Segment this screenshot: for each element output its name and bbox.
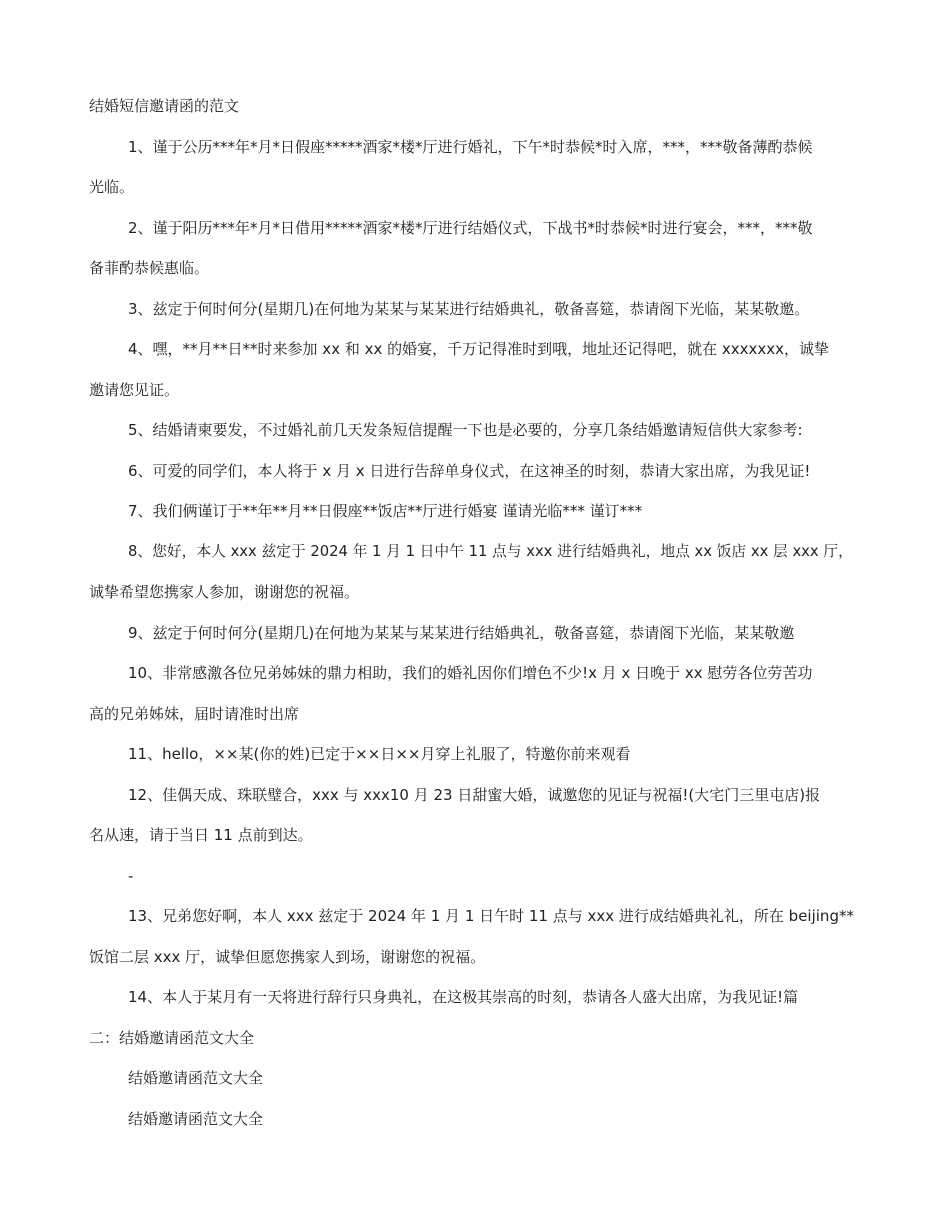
item-11: 11、hello，××某(你的姓)已定于××日××月穿上礼服了，特邀你前来观看	[128, 745, 631, 763]
item-2-line-2: 备菲酌恭候惠临。	[89, 259, 210, 277]
item-6: 6、可爱的同学们，本人将于 x 月 x 日进行告辞单身仪式，在这神圣的时刻，恭请大家出席，为我见证!	[128, 461, 811, 480]
item-1-line-2: 光临。	[89, 178, 135, 196]
item-8-line-1: 8、您好，本人 xxx 兹定于 2024 年 1 月 1 日中午 11 点与 xxx 进行结婚典礼，地点 xx 饭店 xx 层 xxx 厅，	[128, 542, 853, 560]
section-subheading: 结婚邀请函范文大全	[128, 1109, 264, 1128]
item-1-line-1: 1、谨于公历***年*月*日假座*****酒家*楼*厅进行婚礼，下午*时恭候*时入席，***，***敬备薄酌恭候	[128, 137, 813, 156]
item-9: 9、兹定于何时何分(星期几)在何地为某某与某某进行结婚典礼，敬备喜筵，恭请阁下光临，某某敬邀	[128, 623, 795, 642]
item-10-line-2: 高的兄弟姊妹，届时请准时出席	[89, 704, 300, 723]
item-3: 3、兹定于何时何分(星期几)在何地为某某与某某进行结婚典礼，敬备喜筵，恭请阁下光临，某某敬邀。	[128, 299, 810, 318]
item-12-line-1: 12、佳偶天成、珠联璧合，xxx 与 xxx10 月 23 日甜蜜大婚，诚邀您的见证与祝福!(大宅门三里屯店)报	[128, 785, 821, 804]
item-13-line-1: 13、兄弟您好啊，本人 xxx 兹定于 2024 年 1 月 1 日午时 11 点与 xxx 进行成结婚典礼礼，所在 beijing**	[128, 907, 854, 925]
item-12-line-2: 名从速，请于当日 11 点前到达。	[89, 826, 313, 844]
item-14-line-2: 二：结婚邀请函范文大全	[89, 1028, 255, 1047]
item-8-line-2: 诚挚希望您携家人参加，谢谢您的祝福。	[89, 583, 360, 601]
item-7: 7、我们俩谨订于**年**月**日假座**饭店**厅进行婚宴 谨请光临*** 谨订***	[128, 502, 643, 520]
item-2-line-1: 2、谨于阳历***年*月*日借用*****酒家*楼*厅进行结婚仪式，下战书*时恭候*时进行宴会，***，***敬	[128, 218, 813, 237]
document-title: 结婚短信邀请函的范文	[89, 97, 240, 115]
item-5: 5、结婚请柬要发，不过婚礼前几天发条短信提醒一下也是必要的，分享几条结婚邀请短信供大家参考:	[128, 421, 803, 439]
item-4-line-1: 4、嘿，**月**日**时来参加 xx 和 xx 的婚宴，千万记得准时到哦，地址还记得吧，就在 xxxxxxx，诚挚	[128, 340, 830, 358]
section-heading: 结婚邀请函范文大全	[128, 1069, 264, 1087]
item-10-line-1: 10、非常感激各位兄弟姊妹的鼎力相助，我们的婚礼因你们增色不少!x 月 x 日晚于 xx 慰劳各位劳苦功	[128, 664, 813, 682]
document-page	[89, 86, 861, 1139]
item-4-line-2: 邀请您见证。	[89, 380, 180, 399]
item-13-line-2: 饭馆二层 xxx 厅，诚挚但愿您携家人到场，谢谢您的祝福。	[89, 947, 486, 966]
separator-dash: -	[128, 866, 134, 885]
item-14-line-1: 14、本人于某月有一天将进行辞行只身典礼，在这极其崇高的时刻，恭请各人盛大出席，为我见证!篇	[128, 988, 799, 1006]
